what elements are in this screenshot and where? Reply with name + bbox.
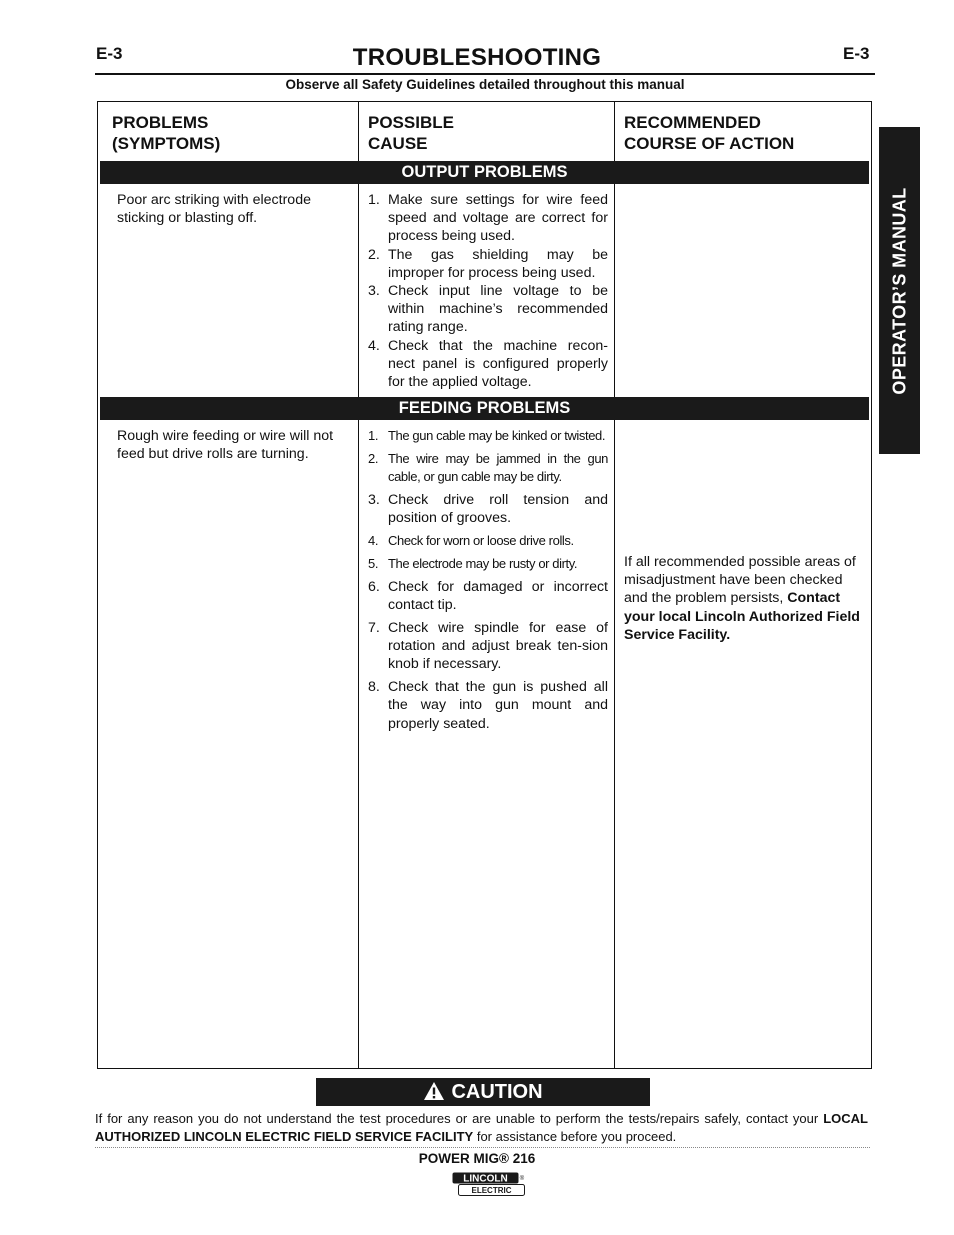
action-text [624, 553, 864, 644]
caution-label: CAUTION [451, 1081, 543, 1103]
cause-item [368, 678, 608, 733]
cause-number: 2. [368, 450, 379, 466]
problem-text: Poor arc striking with electrode sticking or blasting off. [117, 192, 311, 227]
action-bold: Contact your local Lincoln Authorized Field Service Facility. [624, 590, 860, 643]
header-rule [95, 73, 875, 75]
cause-number: 3. [368, 491, 380, 508]
cause-number: 1. [368, 428, 379, 443]
caution-text-end: for assistance before you proceed. [476, 1129, 677, 1144]
cause-list [368, 427, 608, 738]
column-header-cause [368, 112, 454, 154]
cause-text: The gas shielding may be improper for process being used. [388, 246, 608, 281]
caution-text-plain: If for any reason you do not understand the test procedures or are unable to perform the tests/repairs safely, contact your [95, 1111, 819, 1126]
cause-number: 6. [368, 578, 380, 595]
cause-number: 4. [368, 337, 380, 354]
cause-text: The gun cable may be kinked or twisted. [388, 428, 606, 443]
column-divider [614, 102, 615, 1068]
cause-text: Check that the machine recon-nect panel is configured properly for the applied voltage. [388, 337, 608, 391]
logo-registered-mark: ® [519, 1176, 525, 1182]
logo-bottom-text: ELECTRIC [471, 1186, 512, 1195]
side-tab-label: OPERATOR’S MANUAL [889, 186, 909, 395]
cause-number: 1. [368, 192, 380, 208]
troubleshooting-table [97, 101, 872, 1069]
cause-item [368, 578, 608, 614]
cause-text: Check input line voltage to be within machine’s recommended rating range. [388, 283, 608, 336]
cause-item [368, 450, 608, 486]
page-subtitle: Observe all Safety Guidelines detailed throughout this manual [285, 77, 685, 92]
cause-item [368, 282, 608, 337]
column-header-line: CAUSE [368, 134, 428, 153]
cause-text: Make sure settings for wire feed speed and voltage are correct for process being used. [388, 192, 608, 245]
cause-number: 2. [368, 246, 380, 263]
cause-item [368, 337, 608, 392]
section-header-feeding: FEEDING PROBLEMS [100, 397, 869, 420]
column-header-line: PROBLEMS [112, 113, 209, 132]
cause-item [368, 532, 608, 550]
lincoln-electric-logo [452, 1172, 526, 1196]
section-header-output: OUTPUT PROBLEMS [100, 161, 869, 184]
column-header-line: (SYMPTOMS) [112, 134, 221, 153]
column-header-line: POSSIBLE [368, 113, 454, 132]
footer-rule [95, 1147, 870, 1148]
column-header-line: COURSE OF ACTION [624, 134, 795, 153]
column-header-problems [112, 112, 220, 154]
cause-item [368, 555, 608, 573]
cause-text: Check that the gun is pushed all the way into gun mount and properly seated. [388, 679, 608, 732]
action-plain: If all recommended possible areas of misadjustment have been checked and the problem persists, [624, 554, 856, 607]
caution-text-bold: LOCAL AUTHORIZED LINCOLN ELECTRIC FIELD SERVICE FACILITY [95, 1111, 868, 1144]
column-divider [358, 102, 359, 1068]
cause-item [368, 427, 608, 445]
page-code-right: E-3 [843, 44, 870, 63]
page-code-left: E-3 [96, 44, 123, 63]
side-tab [879, 127, 920, 454]
cause-number: 5. [368, 555, 379, 571]
column-header-action [624, 112, 794, 154]
caution-text [95, 1110, 868, 1146]
cause-text: The electrode may be rusty or dirty. [388, 555, 578, 571]
model-name: POWER MIG® 216 [418, 1151, 536, 1166]
cause-item [368, 191, 608, 246]
cause-text: Check wire spindle for ease of rotation and adjust break ten-sion knob if necessary. [388, 619, 608, 673]
cause-text: Check for damaged or incorrect contact tip. [388, 578, 608, 614]
cause-item [368, 246, 608, 282]
cause-text: The wire may be jammed in the gun cable, or gun cable may be dirty. [388, 450, 608, 485]
page-title: TROUBLESHOOTING [352, 44, 602, 71]
cause-text: Check for worn or loose drive rolls. [388, 533, 574, 549]
cause-number: 7. [368, 619, 380, 636]
cause-item [368, 619, 608, 674]
logo-top-text: LINCOLN [463, 1173, 508, 1185]
cause-number: 3. [368, 283, 380, 300]
problem-text: Rough wire feeding or wire will not feed but drive rolls are turning. [117, 428, 334, 463]
cause-list [368, 191, 608, 391]
cause-item [368, 491, 608, 527]
cause-number: 8. [368, 679, 380, 696]
cause-number: 4. [368, 533, 379, 549]
cause-text: Check drive roll tension and position of grooves. [388, 491, 608, 527]
caution-banner [316, 1078, 650, 1106]
warning-triangle-icon [423, 1081, 445, 1101]
column-header-line: RECOMMENDED [624, 113, 761, 132]
